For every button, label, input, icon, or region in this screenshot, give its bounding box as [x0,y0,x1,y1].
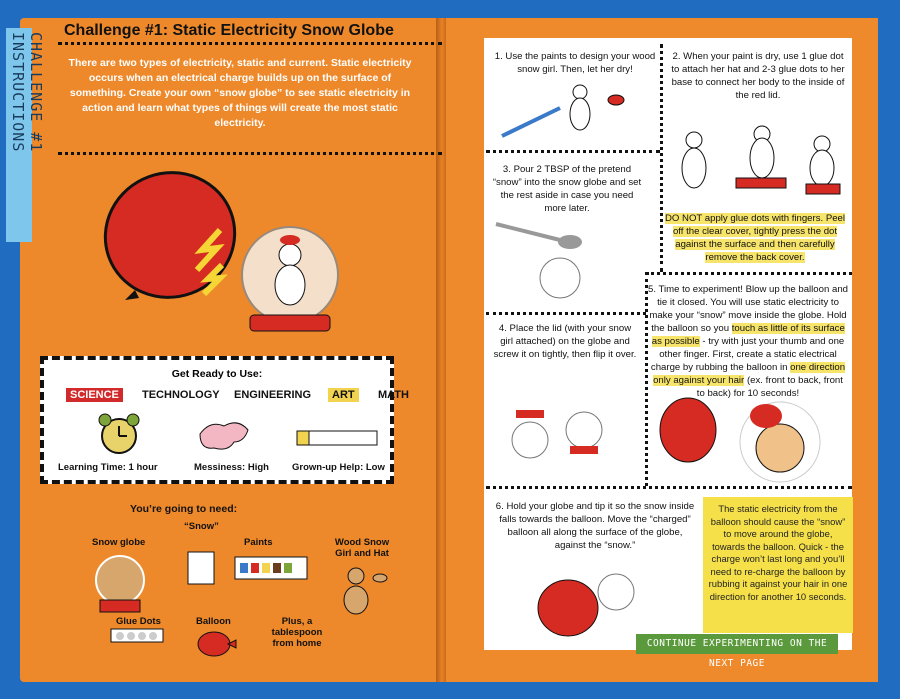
need-snow: “Snow” [184,521,219,532]
messiness: Messiness: High [194,462,269,473]
spoon-globe-illustration [494,220,614,300]
step-5-highlight-2: one direction only against your hair [653,362,846,386]
get-ready-title: Get Ready to Use: [171,368,263,380]
intro-divider [58,152,442,155]
need-tablespoon: Plus, a tablespoon from home [271,616,323,649]
side-tab-label: CHALLENGE #1 INSTRUCTIONS [9,32,45,153]
step-5-part-a: 5. Time to experiment! Blow up the balloon and tie it closed. You will use static electricity to make your “snow” move inside the globe. Hold the balloon so you [648,284,848,334]
glue-steps-illustration [672,118,848,198]
step-2: 2. When your paint is dry, use 1 glue dot to attach her hat and 2-3 glue dots to her base to connect her body to the inside of the red lid. [671,51,845,101]
glue-warning [664,212,846,264]
paint-brush-snow-girl-illustration [500,82,640,142]
balloon-hair-illustration [654,396,824,486]
help-meter-icon [296,430,380,448]
need-snow-globe: Snow globe [92,537,146,548]
divider-h4 [486,486,852,489]
get-ready-box [40,356,409,484]
snow-bag-icon [186,550,216,586]
title-divider [58,42,442,45]
balloon-icon [196,630,240,660]
divider-v1 [660,44,663,272]
flip-globe-illustration [500,400,610,464]
balloon-globe-step6-illustration [534,566,654,640]
step-6: 6. Hold your globe and tip it so the snow inside falls towards the balloon. Move the “charged” balloon all along the surface of the globe, against the “snow.” [495,501,695,551]
step-1: 1. Use the paints to design your wood snow girl. Then, let her dry! [494,51,656,75]
continue-banner: CONTINUE EXPERIMENTING ON THE NEXT PAGE [636,634,838,654]
subject-math: MATH [378,389,409,401]
glue-dots-icon [110,628,166,644]
balloon-globe-illustration [100,175,340,345]
subject-science: SCIENCE [66,388,123,402]
glue-warning-text: DO NOT apply glue dots with fingers. Peel off the clear cover, tightly press the dot against the surface and then carefully remove the back cover. [664,213,846,263]
step-5 [648,283,848,400]
alarm-clock-icon [96,412,142,456]
paint-set-icon [234,556,308,582]
step-4: 4. Place the lid (with your snow girl attached) on the globe and screw it on tightly, then flip it over. [493,323,637,360]
need-glue-dots: Glue Dots [116,616,161,627]
side-tab [6,28,45,242]
divider-h1 [486,150,660,153]
divider-h3 [646,272,852,275]
need-balloon: Balloon [196,616,231,627]
need-wood-snow-girl: Wood Snow Girl and Hat [334,537,390,559]
grownup-help: Grown-up Help: Low [292,462,385,473]
wood-snow-girl-icon [340,566,390,616]
subject-engineering: ENGINEERING [234,389,312,401]
divider-h2 [486,312,646,315]
result-box: The static electricity from the balloon should cause the “snow” to move around the globe, towards the balloon. Quick - the charge won’t last long and you’ll need to re-charge the balloon by rubbing it against your hair in one direction for another 10 seconds. [703,497,853,633]
need-title: You’re going to need: [130,503,238,515]
need-paints: Paints [244,537,273,548]
step-5-part-e: (ex. front to back, front to back) for 10 seconds! [696,375,843,399]
snow-globe-icon [90,552,150,616]
paint-splat-icon [194,418,254,456]
step-3: 3. Pour 2 TBSP of the pretend “snow” into the snow globe and set the rest aside in case you need more later. [492,164,642,214]
divider-v2 [645,272,648,486]
subject-art: ART [328,388,359,402]
step-5-part-c: - try with just your thumb and one other finger. First, create a static electrical charge by rubbing the balloon in [650,336,845,373]
page-title: Challenge #1: Static Electricity Snow Globe [64,22,394,39]
step-5-highlight-1: touch as little of its surface as possible [651,323,845,347]
subject-technology: TECHNOLOGY [142,389,220,401]
intro-text: There are two types of electricity, static and current. Static electricity occurs when an electrical charge builds up on the surface of something. Create your own “snow globe” to see static electricity in action and learn what types of things will create the most static electricity. [68,57,412,129]
learning-time: Learning Time: 1 hour [58,462,158,473]
